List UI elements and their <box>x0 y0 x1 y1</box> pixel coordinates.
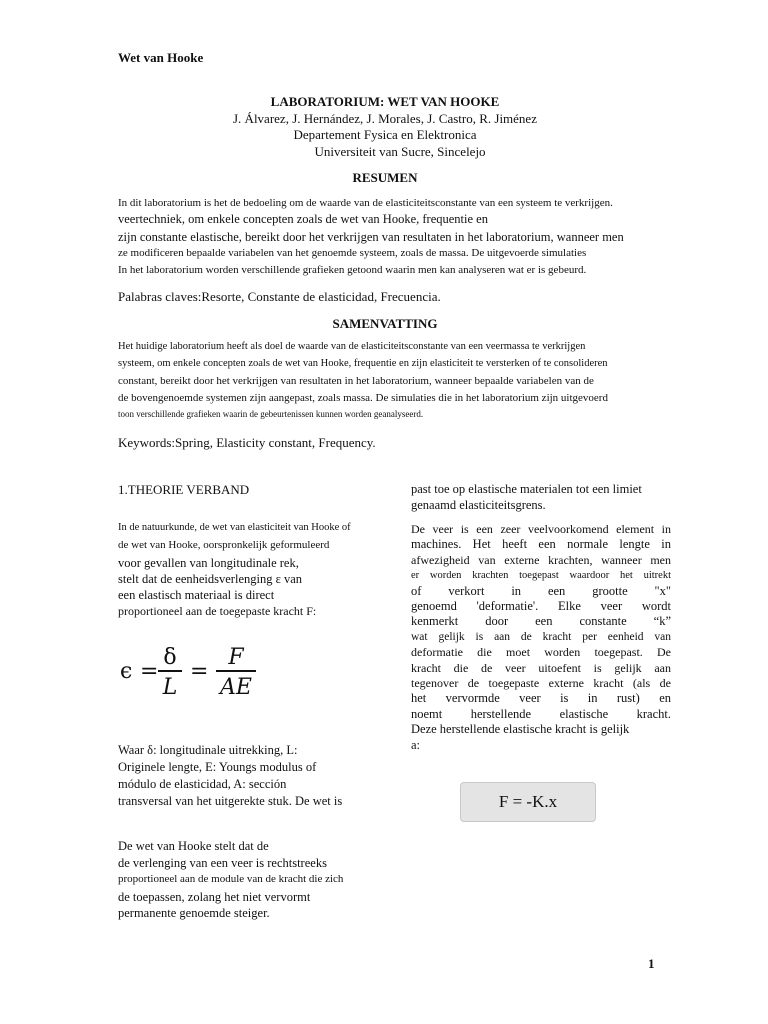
law-line: de toepassen, zolang het niet vervormt <box>118 890 311 904</box>
spring-line: De veer is een zeer veelvoorkomend element in <box>411 522 671 536</box>
eq-num1: δ <box>163 645 177 670</box>
eq-equals-2: = <box>190 659 209 684</box>
eq-num2: F <box>228 645 244 670</box>
resumen-line: In het laboratorium worden verschillende grafieken getoond waarin men kan analyseren wat er is gebeurd. <box>118 264 587 276</box>
spring-line: genoemd 'deformatie'. Elke veer wordt <box>411 599 671 614</box>
spring-line: of verkort in een grootte "x" <box>411 583 671 598</box>
samenvatting-line: constant, bereikt door het verkrijgen van resultaten in het laboratorium, wanneer bepaalde variabelen van de <box>118 375 594 387</box>
law-line: De wet van Hooke stelt dat de <box>118 839 269 853</box>
law-line: permanente genoemde steiger. <box>118 906 270 920</box>
department: Departement Fysica en Elektronica <box>293 127 477 142</box>
resumen-line: zijn constante elastische, bereikt door het verkrijgen van resultaten in het laboratorium, wanneer men <box>118 230 624 244</box>
title-block <box>118 94 652 160</box>
where-line: módulo de elasticidad, A: sección <box>118 777 287 791</box>
law-line: de verlenging van een veer is rechtstreeks <box>118 856 327 870</box>
theory-heading: 1.THEORIE VERBAND <box>118 482 250 497</box>
authors: J. Álvarez, J. Hernández, J. Morales, J. Castro, R. Jiménez <box>233 110 537 126</box>
samenvatting-line: toon verschillende grafieken waarin de gebeurtenissen kunnen worden geanalyseerd. <box>118 409 424 419</box>
spring-line: het vervormde veer is in rust) en <box>411 691 671 706</box>
spring-line: deformatie die moet worden toegepast. De <box>411 645 671 660</box>
theory-intro-line: stelt dat de eenheidsverlenging ε van <box>118 572 303 586</box>
theory-intro-line: de wet van Hooke, oorspronkelijk geformuleerd <box>118 539 330 551</box>
eq-den1: L <box>162 675 178 698</box>
spring-line: afwezigheid van externe krachten, wanneer men <box>411 552 671 567</box>
samenvatting-line: Het huidige laboratorium heeft als doel de waarde van de elasticiteitsconstante van een veermassa te verkrijgen <box>118 341 586 352</box>
spring-line: noemt herstellende elastische kracht. <box>411 706 671 721</box>
paper-title: LABORATORIUM: WET VAN HOOKE <box>270 94 500 109</box>
law-line: proportioneel aan de module van de kracht die zich <box>118 873 344 885</box>
spring-line: kenmerkt door een constante “k” <box>411 614 671 629</box>
resumen-line: In dit laboratorium is het de bedoeling om de waarde van de elasticiteitsconstante van een systeem te verkrijgen. <box>118 197 613 209</box>
spring-line: tegenover de toegepaste externe kracht (als de <box>411 676 671 691</box>
university: Universiteit van Sucre, Sincelejo <box>314 143 486 159</box>
right-top-line: past toe op elastische materialen tot een limiet <box>411 482 642 496</box>
theory-intro-line: een elastisch materiaal is direct <box>118 588 275 602</box>
resumen-line: veertechniek, om enkele concepten zoals de wet van Hooke, frequentie en <box>118 212 488 226</box>
resumen-line: ze modificeren bepaalde variabelen van het genoemde systeem, zoals de massa. De uitgevoerde simulaties <box>118 247 587 259</box>
theory-intro-line: proportioneel aan de toegepaste kracht F: <box>118 604 317 618</box>
hooke-force-formula: F = -K.x <box>460 782 596 822</box>
where-line: Waar δ: longitudinale uitrekking, L: <box>118 743 298 757</box>
samenvatting-line: de bovengenoemde systemen zijn aangepast, zoals massa. De simulaties die in het laboratorium zijn uitgevoerd <box>118 392 608 404</box>
eq-den2: AE <box>220 675 252 698</box>
samenvatting-keywords: Keywords:Spring, Elasticity constant, Frequency. <box>118 435 376 450</box>
spring-line: Deze herstellende elastische kracht is gelijk <box>411 722 630 737</box>
spring-line: wat gelijk is aan de kracht per eenheid van <box>411 630 671 643</box>
samenvatting-heading: SAMENVATTING <box>332 316 438 331</box>
where-line: Originele lengte, E: Youngs modulus of <box>118 760 317 774</box>
resumen-keywords: Palabras claves:Resorte, Constante de elasticidad, Frecuencia. <box>118 289 441 304</box>
eq-equals-1: = <box>140 659 159 684</box>
spring-line: a: <box>411 737 421 752</box>
right-top-line: genaamd elasticiteitsgrens. <box>411 498 546 512</box>
eq-lhs: ϵ <box>120 659 133 684</box>
spring-paragraph <box>411 522 671 753</box>
samenvatting-line: systeem, om enkele concepten zoals de wet van Hooke, frequentie en zijn elasticiteit te versterken of te consolideren <box>118 358 608 369</box>
theory-intro-line: In de natuurkunde, de wet van elasticiteit van Hooke of <box>118 522 351 533</box>
hooke-strain-equation <box>118 642 268 698</box>
spring-line: kracht die de veer uitoefent is gelijk aan <box>411 660 671 675</box>
resumen-heading: RESUMEN <box>352 170 418 185</box>
theory-intro-line: voor gevallen van longitudinale rek, <box>118 556 299 570</box>
running-header: Wet van Hooke <box>118 50 204 65</box>
where-line: transversal van het uitgerekte stuk. De wet is <box>118 794 343 808</box>
spring-line: machines. Het heeft een normale lengte in <box>411 537 671 552</box>
spring-line: er worden krachten toegepast waardoor het uitrekt <box>411 570 671 582</box>
page-number: 1 <box>648 956 655 971</box>
